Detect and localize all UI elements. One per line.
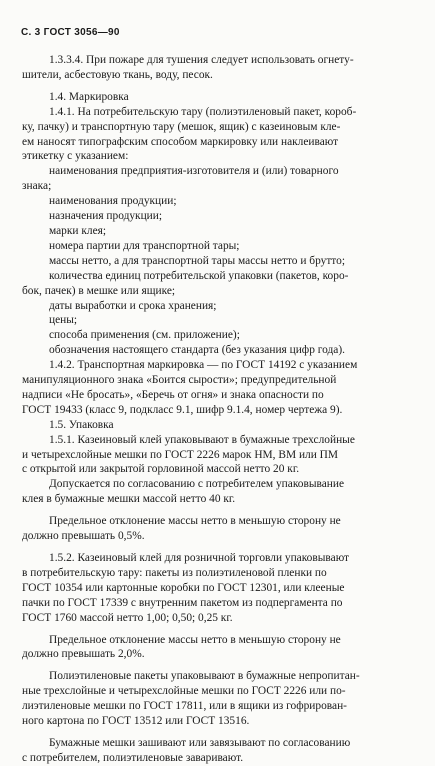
- text-line: Предельное отклонение массы нетто в меньшую сторону не: [49, 633, 341, 646]
- text-line: ем наносят типографским способом маркировку или наклеивают: [22, 135, 339, 148]
- text-block: [22, 90, 410, 507]
- text-line: надписи «Не бросать», «Беречь от огня» и знака опасности по: [22, 388, 324, 401]
- text-line: обозначения настоящего стандарта (без указания цифр года).: [49, 344, 345, 357]
- text-line: цены;: [49, 314, 78, 327]
- text-line: 1.5. Упаковка: [49, 418, 114, 431]
- text-line: ные трехслойные и четырехслойные мешки по ГОСТ 2226 или по-: [22, 685, 346, 698]
- text-block: [22, 53, 410, 83]
- text-block: [22, 514, 410, 544]
- text-line: клея в бумажные мешки массой нетто 40 кг.: [22, 493, 236, 506]
- text-block: [22, 633, 410, 663]
- text-line: бок, пачек) в мешке или ящике;: [22, 284, 176, 297]
- text-block: [22, 736, 410, 766]
- text-line: наименования продукции;: [49, 195, 177, 208]
- text-line: манипуляционного знака «Боится сырости»; предупредительной: [22, 374, 337, 387]
- text-line: в потребительскую тару: пакеты из полиэтиленовой пленки по: [22, 566, 327, 579]
- text-line: ного картона по ГОСТ 13512 или ГОСТ 13516.: [22, 715, 250, 728]
- text-line: Полиэтиленовые пакеты упаковывают в бумажные непропитан-: [49, 670, 360, 683]
- text-line: даты выработки и срока хранения;: [49, 299, 217, 312]
- text-line: Допускается по согласованию с потребителем упаковывание: [49, 478, 345, 491]
- text-line: Предельное отклонение массы нетто в меньшую сторону не: [49, 515, 341, 528]
- text-line: 1.5.1. Казеиновый клей упаковывают в бумажные трехслойные: [49, 433, 355, 446]
- text-line: номера партии для транспортной тары;: [49, 239, 240, 252]
- text-line: ГОСТ 19433 (класс 9, подкласс 9.1, шифр 9.1.4, номер чертежа 9).: [22, 403, 343, 416]
- text-block: [22, 669, 410, 729]
- text-line: массы нетто, а для транспортной тары массы нетто и брутто;: [49, 254, 345, 267]
- text-line: с потребителем, полиэтиленовые заваривают.: [22, 751, 244, 764]
- text-line: количества единиц потребительской упаковки (пакетов, коро-: [49, 269, 349, 282]
- text-line: назначения продукции;: [49, 210, 163, 223]
- text-line: марки клея;: [49, 224, 107, 237]
- text-line: должно превышать 2,0%.: [22, 648, 145, 661]
- paragraph-gap: [22, 83, 410, 90]
- document-body: [22, 53, 410, 766]
- text-line: 1.4.2. Транспортная маркировка — по ГОСТ 14192 с указанием: [49, 359, 358, 372]
- text-line: 1.4.1. На потребительскую тару (полиэтиленовый пакет, короб-: [49, 105, 357, 118]
- text-line: способа применения (см. приложение);: [49, 329, 240, 342]
- text-line: лиэтиленовые мешки по ГОСТ 17811, или в ящики из гофрирован-: [22, 700, 347, 713]
- paragraph-gap: [22, 729, 410, 736]
- text-line: Бумажные мешки зашивают или завязывают по согласованию: [49, 736, 351, 749]
- paragraph-gap: [22, 544, 410, 551]
- text-line: пачки по ГОСТ 17339 с внутренним пакетом из подпергамента по: [22, 596, 343, 609]
- text-line: ГОСТ 10354 или картонные коробки по ГОСТ 12301, или клееные: [22, 581, 345, 594]
- text-line: с открытой или закрытой горловиной массой нетто 20 кг.: [22, 463, 300, 476]
- text-line: этикетку с указанием:: [22, 150, 129, 163]
- text-line: 1.5.2. Казеиновый клей для розничной торговли упаковывают: [49, 552, 350, 564]
- text-line: должно превышать 0,5%.: [22, 530, 145, 543]
- paragraph-gap: [22, 662, 410, 669]
- text-line: 1.3.3.4. При пожаре для тушения следует использовать огнету-: [49, 54, 354, 66]
- paragraph-gap: [22, 507, 410, 514]
- text-line: знака;: [22, 180, 52, 193]
- text-line: и четырехслойные мешки по ГОСТ 2226 марок НМ, ВМ или ПМ: [22, 448, 339, 461]
- text-line: шители, асбестовую ткань, воду, песок.: [22, 68, 213, 81]
- text-line: ку, пачку) и транспортную тару (мешок, ящик) с казеиновым кле-: [22, 120, 341, 133]
- text-line: ГОСТ 1760 массой нетто 1,00; 0,50; 0,25 кг.: [22, 611, 233, 624]
- text-line: наименования предприятия-изготовителя и (или) товарного: [49, 165, 339, 178]
- paragraph-gap: [22, 626, 410, 633]
- text-line: 1.4. Маркировка: [49, 90, 129, 103]
- page-header: С. 3 ГОСТ 3056—90: [21, 27, 120, 38]
- text-block: [22, 551, 410, 626]
